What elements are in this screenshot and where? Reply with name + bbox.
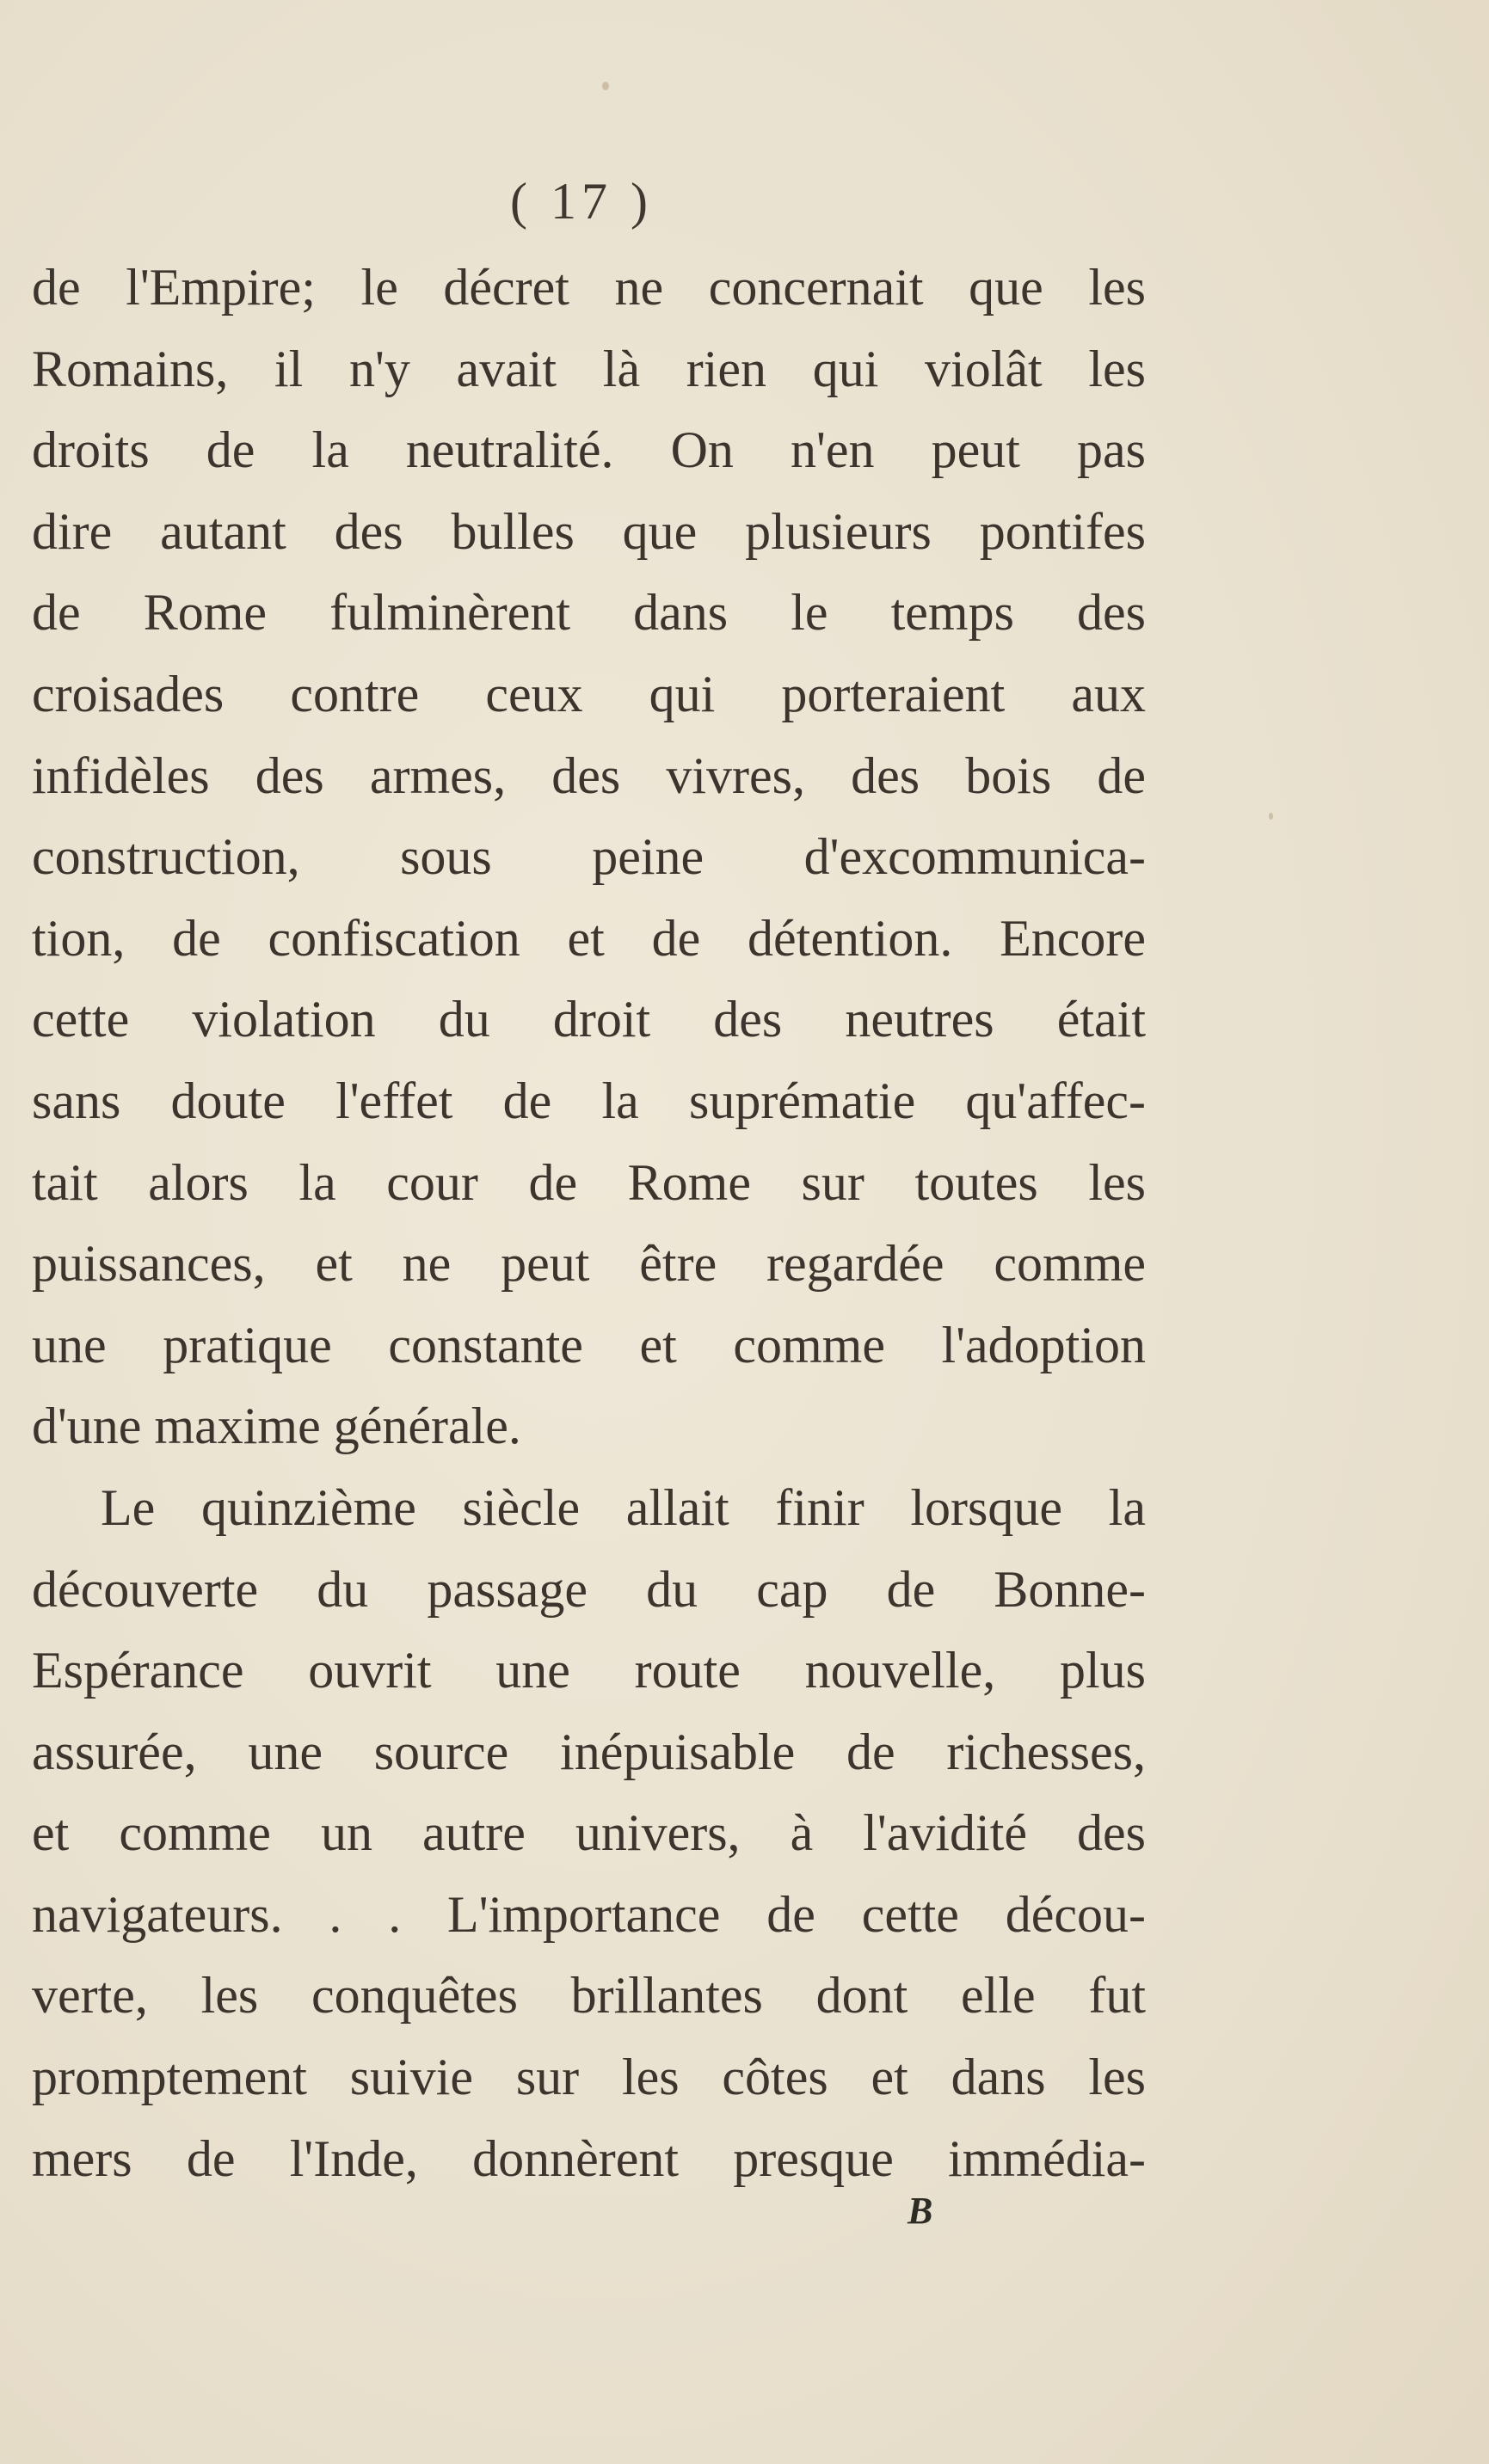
- text-line: puissances, et ne peut être regardée comme: [32, 1235, 1146, 1293]
- page-number: ( 17 ): [510, 173, 653, 230]
- text-line: verte, les conquêtes brillantes dont elle fut: [32, 1967, 1146, 2025]
- text-line: Romains, il n'y avait là rien qui violât les: [32, 340, 1146, 397]
- text-line: de l'Empire; le décret ne concernait que les: [32, 259, 1146, 316]
- text-line: tait alors la cour de Rome sur toutes les: [32, 1153, 1146, 1211]
- body-text: [32, 247, 1146, 2199]
- text-line: construction, sous peine d'excommunica-: [32, 828, 1146, 886]
- text-line: mers de l'Inde, donnèrent presque immédia-: [32, 2129, 1146, 2187]
- signature-mark: B: [908, 2190, 933, 2232]
- text-line: et comme un autre univers, à l'avidité des: [32, 1804, 1146, 1862]
- paragraph-start-line: Le quinzième siècle allait finir lorsque la: [101, 1478, 1146, 1536]
- paper-spot: [1269, 813, 1273, 820]
- text-line: tion, de confiscation et de détention. Encore: [32, 909, 1146, 967]
- text-line: de Rome fulminèrent dans le temps des: [32, 584, 1146, 642]
- text-line: navigateurs. . . L'importance de cette décou-: [32, 1885, 1146, 1943]
- text-line: sans doute l'effet de la suprématie qu'affec-: [32, 1072, 1146, 1129]
- text-line: promptement suivie sur les côtes et dans les: [32, 2049, 1146, 2106]
- paper-spot: [602, 82, 609, 90]
- text-line: assurée, une source inépuisable de richesses,: [32, 1723, 1146, 1780]
- text-line: une pratique constante et comme l'adoption: [32, 1316, 1146, 1373]
- text-line: droits de la neutralité. On n'en peut pas: [32, 421, 1146, 479]
- text-line: infidèles des armes, des vivres, des bois de: [32, 747, 1146, 804]
- text-line: cette violation du droit des neutres était: [32, 991, 1146, 1048]
- text-line: Espérance ouvrit une route nouvelle, plus: [32, 1642, 1146, 1699]
- text-line: d'une maxime générale.: [32, 1398, 521, 1455]
- text-line: croisades contre ceux qui porteraient aux: [32, 665, 1146, 722]
- text-line: découverte du passage du cap de Bonne-: [32, 1560, 1146, 1618]
- text-line: dire autant des bulles que plusieurs pontifes: [32, 502, 1146, 560]
